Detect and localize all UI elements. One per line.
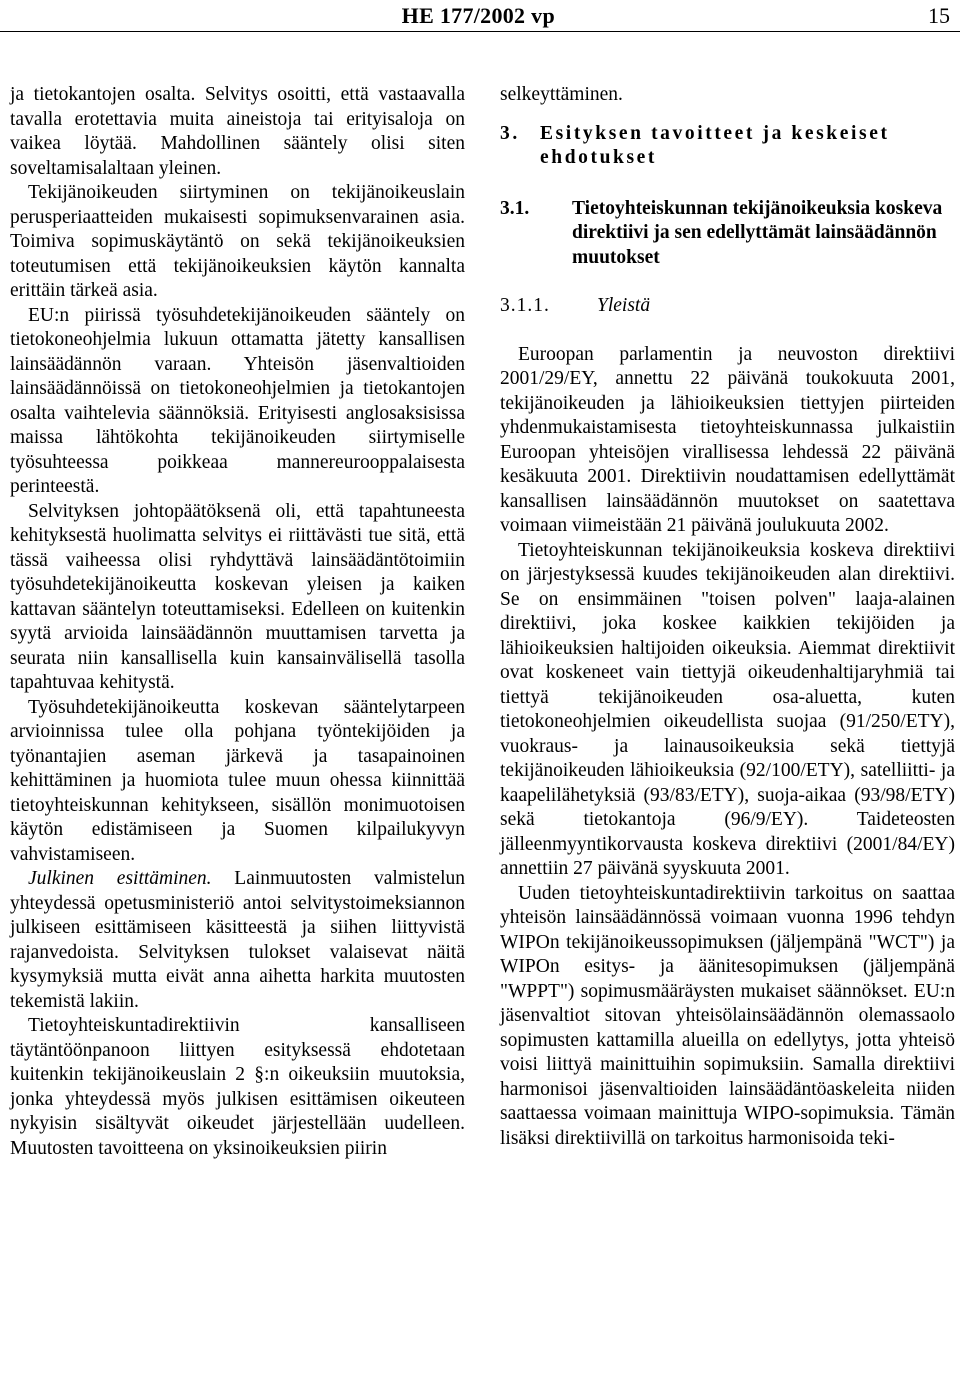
- paragraph: Tietoyhteiskuntadirektiivin kansalliseen täytäntöönpanoon liittyen esityksessä ehdotetaan kuitenkin tekijänoikeuslain 2 §:n oikeuksiin muutoksia, jonka yhteydessä myös julkisen esittämisen oikeuteen nykyisin sisältyvät oikeudet järjestellään uudelleen. Muutosten tavoitteena on yksinoikeuksien piirin: [10, 1015, 465, 1159]
- right-column: [500, 83, 955, 1151]
- paragraph: Tekijänoikeuden siirtyminen on tekijänoikeuslain perusperiaatteiden mukaisesti sopimuksenvarainen asia. Toimiva sopimuskäytäntö on sekä tekijänoikeuksien toteutumisen että tekijänoikeuksien käytön kannalta erittäin tärkeä asia.: [10, 182, 465, 301]
- subsubsection-title: Yleistä: [597, 295, 651, 316]
- paragraph: Tietoyhteiskunnan tekijänoikeuksia koskeva direktiivi on järjestyksessä kuudes tekijänoikeuden alan direktiivi. Se on ensimmäinen "toisen polven" laaja-alainen direktiivi, joka koskee kaikkien tekijöiden ja lähioikeuksien haltijoiden oikeuksia. Aiemmat direktiivit ovat koskeneet vain tiettyjä oikeudenhaltijaryhmiä tai tiettyä tekijänoikeuden osa-aluetta, kuten tietokoneohjelmien oikeudellista suojaa (91/250/ETY), vuokraus- ja lainausoikeuksia sekä tiettyjä tekijänoikeuden lähioikeuksia (92/100/ETY), satelliitti- ja kaapelilähetyksiä (93/83/ETY), suoja-aikaa (93/98/ETY) sekä tietokantoja (96/9/EY). Taideteosten jälleenmyyntikorvausta koskeva direktiivi (2001/84/EY) annettiin 27 päivänä syyskuuta 2001.: [500, 539, 955, 879]
- page-header: [0, 0, 960, 34]
- paragraph: Euroopan parlamentin ja neuvoston direktiivi 2001/29/EY, annettu 22 päivänä toukokuuta 2001, tekijänoikeuden ja lähioikeuksien tiettyjen piirteiden yhdenmukaistamisesta tietoyhteiskunnassa julkaistiin Euroopan yhteisöjen virallisessa lehdessä 22 päivänä kesäkuuta 2001. Direktiivin noudattamisen edellyttämät kansallisen lainsäädännön muutokset on saatettava voimaan viimeistään 21 päivänä joulukuuta 2002.: [500, 343, 955, 536]
- subsection-number: 3.1.: [500, 197, 530, 219]
- paragraph: ja tietokantojen osalta. Selvitys osoitti, että vastaavalla tavalla erotettavia muita aineistoja tai erityisaloja on vaikea löytää. Mahdollinen sääntely olisi siten soveltamisalaltaan yleinen.: [10, 84, 465, 179]
- paragraph-text: Lainmuutosten valmistelun yhteydessä opetusministeriö antoi selvitystoimeksiannon julkiseen esittämiseen käsitteestä ja siihen liittyvistä rajanvedoista. Selvityksen tulokset valaisevat näitä kysymyksiä mutta eivät anna aihetta harkita muutosten tekemistä lakiin.: [10, 868, 465, 1012]
- subsubsection-number: 3.1.1.: [500, 295, 550, 316]
- section-heading: [500, 122, 955, 171]
- left-column: [10, 83, 465, 1161]
- section-title: Esityksen tavoitteet ja keskeiset ehdotukset: [540, 122, 890, 168]
- header-rule: [0, 31, 960, 32]
- subsubsection-heading: [500, 294, 955, 319]
- paragraph: Työsuhdetekijänoikeutta koskevan sääntelytarpeen arvioinnissa tulee olla pohjana työntekijöiden ja työnantajien aseman järkevä ja tasapainoinen kehittäminen ja huomiota tulee muun ohessa kiinnittää tietoyhteiskunnan kehitykseen, sisällön monimuotoisen käytön edistämiseen ja Suomen kilpailukyvyn vahvistamiseen.: [10, 696, 465, 865]
- paragraph: Selvityksen johtopäätöksenä oli, että tapahtuneesta kehityksestä huolimatta selvitys ei riittävästi tue sitä, että tässä vaiheessa olisi ryhdyttävä lainsäädäntötoimiin työsuhdetekijänoikeutta koskevan yleisen ja kaiken kattavan sääntelyn toteuttamiseksi. Edelleen on kuitenkin syytä arvioida lainsäädännön muuttamisen tarvetta ja seurata niin kansallisella kuin kansainvälisellä tasolla tapahtuvaa kehitystä.: [10, 500, 465, 693]
- section-number: 3.: [500, 122, 520, 144]
- paragraph: [10, 867, 465, 1014]
- run-in-heading: Julkinen esittäminen.: [28, 868, 212, 889]
- document-title: HE 177/2002 vp: [401, 3, 555, 28]
- page-number: 15: [928, 3, 950, 28]
- paragraph: EU:n piirissä työsuhdetekijänoikeuden sääntely on tietokoneohjelmia lukuun ottamatta jätetty kansallisen lainsäädännön varaan. Yhteisön jäsenvaltioiden lainsäädännöissä on tietokoneohjelmien ja tietokantojen osalta vaihtelevia säännöksiä. Erityisesti anglosaksisissa maissa lähtökohta tekijänoikeuden siirtymiselle työsuhteessa poikkeaa mannereurooppalaisesta perinteestä.: [10, 304, 465, 497]
- subsection-title: Tietoyhteiskunnan tekijänoikeuksia koskeva direktiivi ja sen edellyttämät lainsäädännön muutokset: [572, 197, 943, 268]
- paragraph: selkeyttäminen.: [500, 84, 623, 105]
- subsection-heading: [500, 197, 955, 271]
- paragraph: Uuden tietoyhteiskuntadirektiivin tarkoitus on saattaa yhteisön lainsäädännössä voimaan vuonna 1996 tehdyn WIPOn tekijänoikeussopimuksen (jäljempänä "WCT") ja WIPOn esitys- ja äänitesopimuksen (jäljempänä "WPPT") sopimusmääräysten mukaiset säännökset. EU:n jäsenvaltiot sitovan yhteisölainsäädännön olemassaolo sopimusten kattamilla alueilla on edellytys, jotta yhteisö voisi liittyä mainittuihin sopimuksiin. Samalla direktiivi harmonisoi jäsenvaltioiden lainsäädäntöaskeleita niiden saattaessa voimaan mainittuja WIPO-sopimuksia. Tämän lisäksi direktiivillä on tarkoitus harmonisoida teki-: [500, 882, 955, 1149]
